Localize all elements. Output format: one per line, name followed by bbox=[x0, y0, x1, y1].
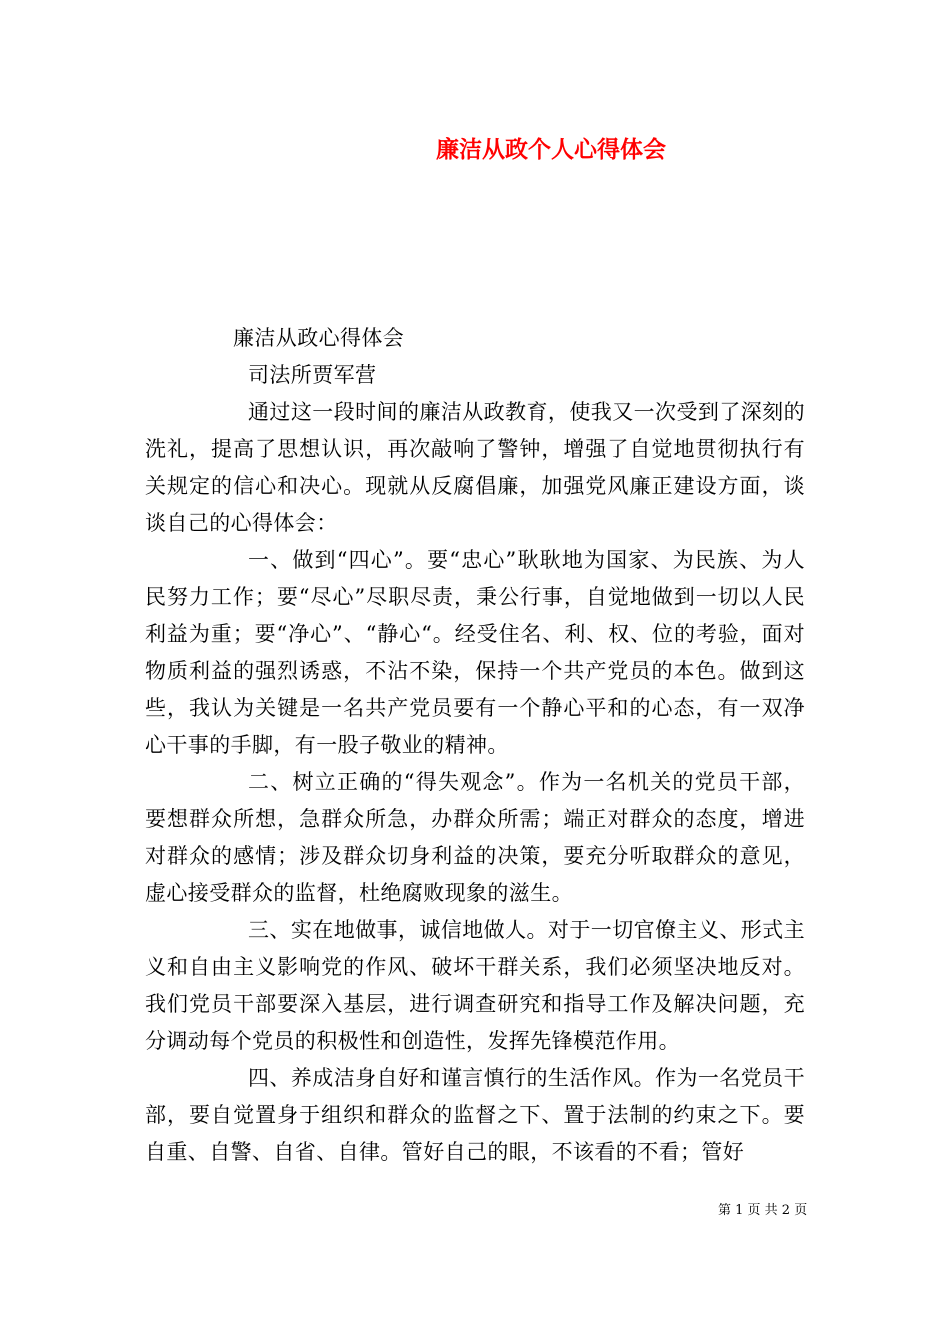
document-subtitle: 廉洁从政心得体会 bbox=[233, 326, 405, 350]
paragraph-section-4: 四、养成洁身自好和谨言慎行的生活作风。作为一名党员干部，要自觉置身于组织和群众的监督之下、置于法制的约束之下。要自重、自警、自省、自律。管好自己的眼，不该看的不看；管好 bbox=[145, 1066, 805, 1164]
document-title: 廉洁从政个人心得体会 bbox=[436, 136, 666, 163]
paragraph-section-3: 三、实在地做事，诚信地做人。对于一切官僚主义、形式主义和自由主义影响党的作风、破坏干群关系，我们必须坚决地反对。我们党员干部要深入基层，进行调查研究和指导工作及解决问题，充分调动每个党员的积极性和创造性，发挥先锋模范作用。 bbox=[145, 918, 805, 1053]
document-body bbox=[145, 320, 805, 1171]
paragraph-section-2: 二、树立正确的“得失观念”。作为一名机关的党员干部，要想群众所想，急群众所急，办群众所需；端正对群众的态度，增进对群众的感情；涉及群众切身利益的决策，要充分听取群众的意见，虚心接受群众的监督，杜绝腐败现象的滋生。 bbox=[145, 770, 805, 905]
paragraph-intro: 通过这一段时间的廉洁从政教育，使我又一次受到了深刻的洗礼，提高了思想认识，再次敲响了警钟，增强了自觉地贯彻执行有关规定的信心和决心。现就从反腐倡廉，加强党风廉正建设方面，谈谈自己的心得体会： bbox=[145, 400, 805, 535]
page-number-footer: 第 1 页 共 2 页 bbox=[718, 1203, 808, 1218]
paragraph-section-1: 一、做到“四心”。要“忠心”耿耿地为国家、为民族、为人民努力工作；要“尽心”尽职尽责，秉公行事，自觉地做到一切以人民利益为重；要“净心”、“静心“。经受住名、利、权、位的考验，面对物质利益的强烈诱惑，不沾不染，保持一个共产党员的本色。做到这些，我认为关键是一名共产党员要有一个静心平和的心态，有一双净心干事的手脚，有一股子敬业的精神。 bbox=[145, 548, 805, 757]
document-author: 司法所贾军营 bbox=[248, 363, 377, 387]
